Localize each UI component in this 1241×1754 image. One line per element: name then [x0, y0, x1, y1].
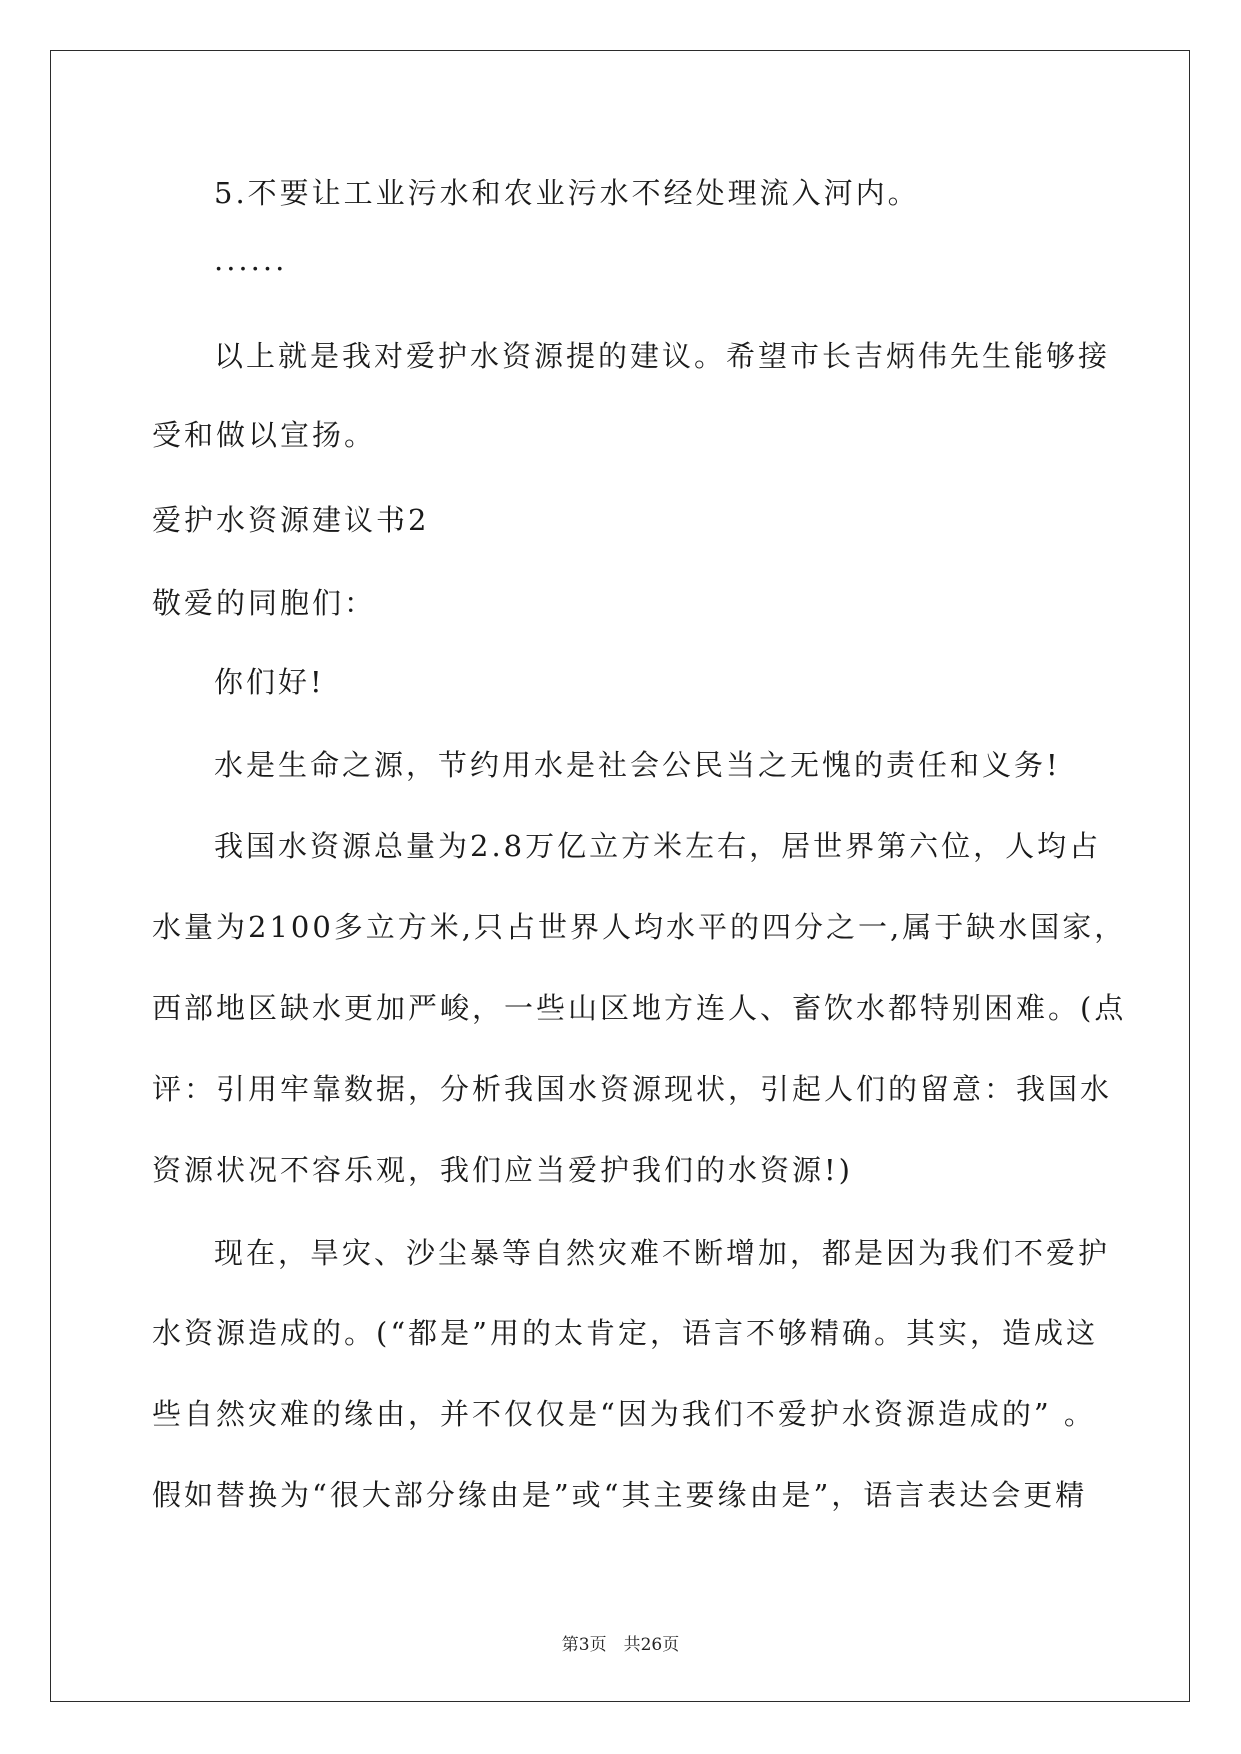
text-line-8: 水是生命之源，节约用水是社会公民当之无愧的责任和义务! [214, 748, 1061, 782]
text-line-3: 以上就是我对爱护水资源提的建议。希望市长吉炳伟先生能够接 [214, 339, 1111, 373]
text-line-16: 些自然灾难的缘由，并不仅仅是“因为我们不爱护水资源造成的” 。 [152, 1397, 1096, 1431]
text-line-4: 受和做以宣扬。 [152, 418, 377, 452]
text-line-13: 资源状况不容乐观，我们应当爱护我们的水资源!) [152, 1153, 853, 1187]
text-line-17: 假如替换为“很大部分缘由是”或“其主要缘由是”，语言表达会更精 [152, 1478, 1088, 1512]
page-border [50, 50, 1190, 1702]
page-number-footer: 第3页 共26页 [561, 1635, 680, 1655]
text-line-11: 西部地区缺水更加严峻，一些山区地方连人、畜饮水都特别困难。(点 [152, 991, 1127, 1025]
section-heading: 爱护水资源建议书2 [152, 503, 430, 537]
salutation: 敬爱的同胞们： [152, 586, 377, 620]
text-line-10: 水量为2100多立方米,只占世界人均水平的四分之一,属于缺水国家， [152, 910, 1127, 944]
text-line-14: 现在，旱灾、沙尘暴等自然灾难不断增加，都是因为我们不爱护 [214, 1236, 1111, 1270]
greeting: 你们好! [214, 665, 325, 699]
text-line-2: ...... [214, 243, 288, 277]
text-line-1: 5.不要让工业污水和农业污水不经处理流入河内。 [214, 176, 920, 210]
text-line-12: 评：引用牢靠数据，分析我国水资源现状，引起人们的留意：我国水 [152, 1072, 1113, 1106]
text-line-9: 我国水资源总量为2.8万亿立方米左右，居世界第六位，人均占 [214, 829, 1102, 863]
text-line-15: 水资源造成的。(“都是”用的太肯定，语言不够精确。其实，造成这 [152, 1316, 1098, 1350]
